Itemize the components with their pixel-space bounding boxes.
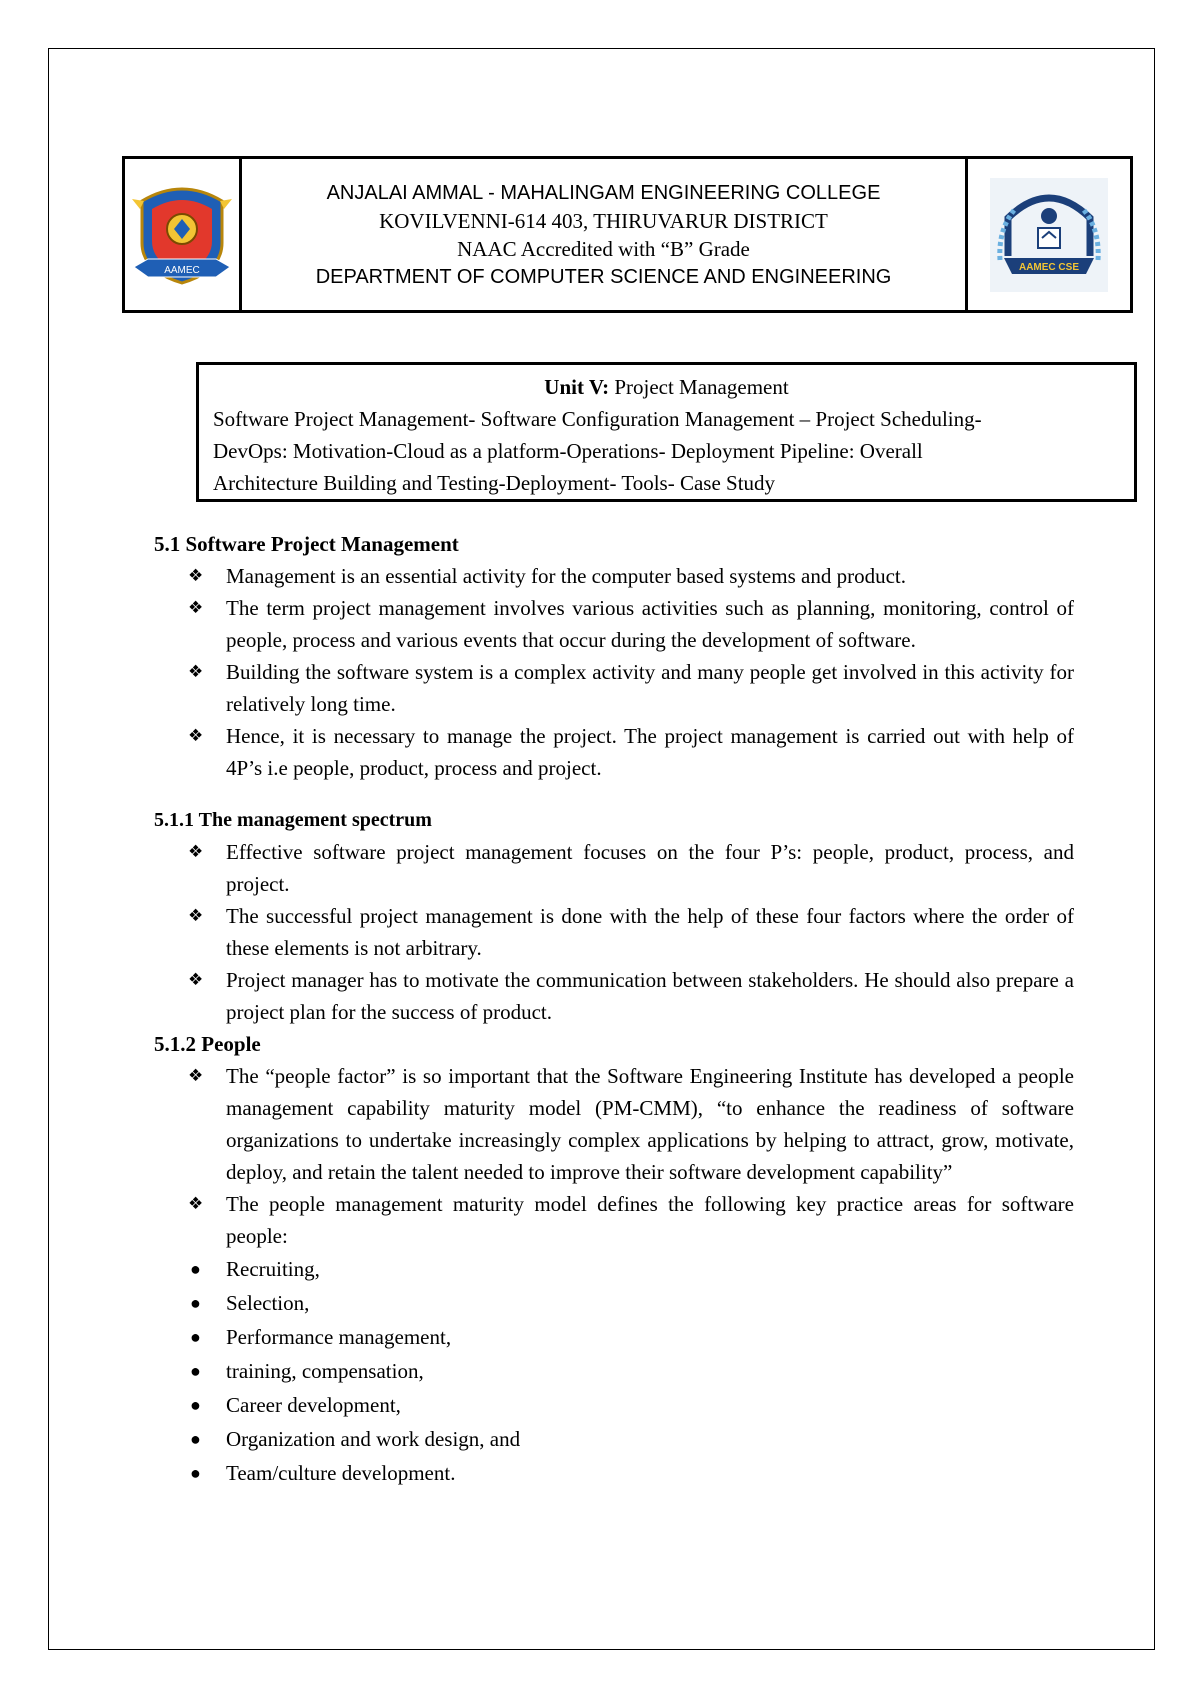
diamond-bullet-icon: ❖: [188, 906, 204, 926]
department-name: DEPARTMENT OF COMPUTER SCIENCE AND ENGINEERING: [315, 265, 892, 288]
list-item: ❖ Effective software project management focuses on the four P’s: people, product, process, and project.: [226, 836, 1074, 900]
list-item: ● training, compensation,: [226, 1354, 1074, 1388]
list-item: ● Recruiting,: [226, 1252, 1074, 1286]
department-logo-icon: [990, 178, 1108, 292]
section-heading-5-1-2: 5.1.2 People: [154, 1032, 261, 1056]
department-logo-text: AAMEC CSE: [1018, 261, 1080, 273]
college-emblem-text: AAMEC: [164, 264, 200, 276]
list-item: ● Team/culture development.: [226, 1456, 1074, 1490]
list-item: ❖ Management is an essential activity for the computer based systems and product.: [226, 560, 1074, 592]
department-logo-cell: [965, 159, 1130, 310]
college-logo-cell: [125, 159, 242, 310]
list-item: ❖ Project manager has to motivate the communication between stakeholders. He should also prepare a project plan for the success of product.: [226, 964, 1074, 1028]
unit-title: [213, 371, 1120, 403]
diamond-bullet-icon: ❖: [188, 970, 204, 990]
dot-bullet-icon: ●: [190, 1259, 201, 1279]
dot-bullet-icon: ●: [190, 1361, 201, 1381]
list-item: ❖ The people management maturity model defines the following key practice areas for software people:: [226, 1188, 1074, 1252]
section-5-1-2-bullets: [154, 1060, 1074, 1252]
dot-bullet-icon: ●: [190, 1463, 201, 1483]
section-5-1-bullets: [154, 560, 1074, 784]
list-item: ● Selection,: [226, 1286, 1074, 1320]
diamond-bullet-icon: ❖: [188, 1194, 204, 1214]
dot-bullet-icon: ●: [190, 1395, 201, 1415]
unit-summary-box: [196, 362, 1137, 502]
unit-name: Project Management: [609, 375, 789, 399]
diamond-bullet-icon: ❖: [188, 842, 204, 862]
list-item: ● Organization and work design, and: [226, 1422, 1074, 1456]
diamond-bullet-icon: ❖: [188, 566, 204, 586]
college-title-block: [242, 159, 965, 310]
college-header: [122, 156, 1133, 313]
dot-bullet-icon: ●: [190, 1293, 201, 1313]
section-5-1-1-bullets: [154, 836, 1074, 1028]
section-heading-5-1: 5.1 Software Project Management: [154, 532, 459, 556]
list-item: ❖ The successful project management is done with the help of these four factors where the order of these elements is not arbitrary.: [226, 900, 1074, 964]
diamond-bullet-icon: ❖: [188, 662, 204, 682]
list-item: ❖ The “people factor” is so important that the Software Engineering Institute has developed a people management capability maturity model (PM-CMM), “to enhance the readiness of software organizations to undertake increasingly complex applications by helping to attract, grow, motivate, deploy, and retain the talent needed to improve their software development capability”: [226, 1060, 1074, 1188]
list-item: ● Performance management,: [226, 1320, 1074, 1354]
section-heading-5-1-1: 5.1.1 The management spectrum: [154, 809, 432, 831]
diamond-bullet-icon: ❖: [188, 726, 204, 746]
college-name: ANJALAI AMMAL - MAHALINGAM ENGINEERING COLLEGE: [326, 181, 881, 204]
list-item: ❖ The term project management involves various activities such as planning, monitoring, control of people, process and various events that occur during the development of software.: [226, 592, 1074, 656]
list-item: ● Career development,: [226, 1388, 1074, 1422]
document-body: [154, 528, 1074, 1490]
dot-bullet-icon: ●: [190, 1429, 201, 1449]
unit-topics-line-1: Software Project Management- Software Configuration Management – Project Scheduling-: [213, 407, 982, 431]
list-item: ❖ Hence, it is necessary to manage the project. The project management is carried out with help of 4P’s i.e people, product, process and project.: [226, 720, 1074, 784]
college-address: KOVILVENNI-614 403, THIRUVARUR DISTRICT: [379, 208, 828, 233]
diamond-bullet-icon: ❖: [188, 598, 204, 618]
unit-topics-line-2: DevOps: Motivation-Cloud as a platform-Operations- Deployment Pipeline: Overall: [213, 439, 923, 463]
college-emblem-icon: [130, 179, 234, 291]
practice-areas-list: [154, 1252, 1074, 1490]
list-item: ❖ Building the software system is a complex activity and many people get involved in this activity for relatively long time.: [226, 656, 1074, 720]
unit-label: Unit V:: [544, 375, 610, 399]
naac-grade: NAAC Accredited with “B” Grade: [457, 236, 750, 261]
dot-bullet-icon: ●: [190, 1327, 201, 1347]
diamond-bullet-icon: ❖: [188, 1066, 204, 1086]
unit-topics-line-3: Architecture Building and Testing-Deployment- Tools- Case Study: [213, 471, 776, 495]
